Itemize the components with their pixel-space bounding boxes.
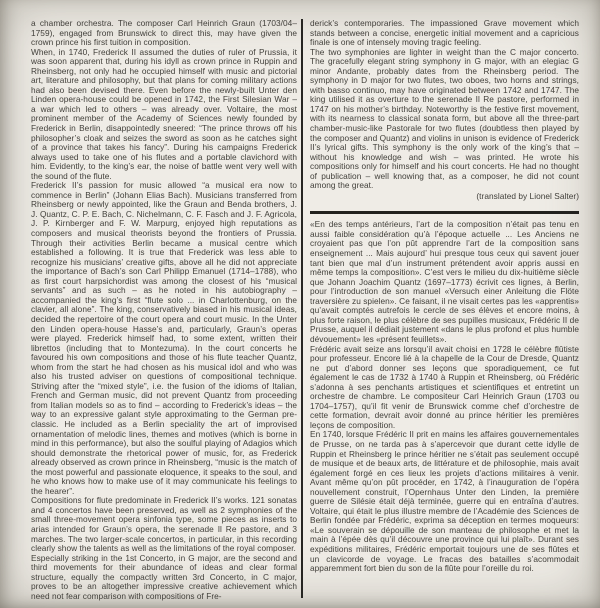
translator-credit: (translated by Lionel Salter) <box>476 190 579 201</box>
right-column <box>306 19 579 598</box>
paragraph: En 1740, lorsque Frédéric II prit en mains les affaires gouvernementales de Prusse, on ne tarda pas à s’apercevoir que durant cette idylle de Ruppin et Rheinsberg le prince héritier ne s’était pas seulement occupé de musique et de beaux arts, de littérature et de philosophie, mais avait également forgé en ces lieux les projets d’actions militaires à venir. Avant même qu’on pût procéder, en 1742, à l’inauguration de l’opéra nouvellement construit, l’Opernhaus Unter den Linden, la première guerre de Silésie était déjà terminée, guerre qui en entraîna d’autres. Voltaire, qui était le plus illustre membre de l’Académie des Sciences de Berlin fondée par Frédéric, exprima sa déception en termes moqueurs: «Le souverain se dépouille de son manteau de philosophe et met la main à l’épée dès qu’il découvre une province qui lui plaît». Durant ses expéditions militaires, Frédéric emportait toujours une de ses flûtes et un clavicorde de voyage. Le fracas des batailles s’acommodait apparemment fort bien du son de la flûte pour l’oreille du roi. <box>310 429 579 574</box>
section-divider-rule <box>310 211 579 214</box>
paragraph: Frédéric avait seize ans lorsqu’il avait choisi en 1728 le célèbre flûtiste pour professeur. Encore lié à la chapelle de la Cour de Dresde, Quantz ne put d’abord donner ses leçons que sporadiquement, ce fut également le cas de 1732 à 1740 à Ruppin et Rheinsberg, où Frédéric s’adonna à ses penchants artistiques et scientifiques et entretint un orchestre de chambre. Le compositeur Carl Heinrich Graun (1703 ou 1704–1757), qu’il fit venir de Brunswick comme chef d’orchestre de cette formation, devrait avoir donné au prince héritier les premières leçons de composition. <box>310 343 579 430</box>
paragraph: The two symphonies are lighter in weight than the C major concerto. The gracefully elegant string symphony in G major, with an elegiac G minor Andante, probably dates from the Rheinsberg period. The symphony in D major for two flutes, two oboes, two horns and strings, with basso continuo, may have originated between 1742 and 1747. The king utilised it as overture to the serenade Il Re pastore, performed in 1747 on his mother’s birthday. Noteworthy is the festive first movement, with its nearness to classical sonata form, but above all the three-part chamber-music-like Pastorale for two flutes (doubtless then played by the composer and Quantz) and violins in unison is evidence of Frederick II’s lyrical gifts. This symphony is the only work of the king’s that – without his knowledge and wish – was printed. He wrote his compositions only for himself and his court concerts. He had no thought of publication – well knowing that, as a composer, he did not count among the great. <box>310 46 579 191</box>
left-column <box>31 18 297 601</box>
paragraph: Frederick II’s passion for music allowed “a musical era now to commence in Berlin” (Johann Elias Bach). Musicians transferred from Rheinsberg or newly appointed, like the Graun and Benda brothers, J. J. Quantz, C. P. E. Bach, C. Nichelmann, C. F. Fasch and J. F. Agricola, J. P. Kirnberger and F. W. Marpurg, enjoyed high reputations as composers and musical theorists beyond the frontiers of Prussia. Through their activities Berlin became a musical centre which established a following. It is true that Frederick was less able to recognize his musicians’ creative gifts, above all he did not appreciate the importance of Bach’s son Carl Philipp Emanuel (1714–1788), who as first court harpsichordist was among the closest of his “musical servants” and as such – as he noted in his autobiography – accompanied the king’s first “flute solo ... in Charlottenburg, on the clavier, all alone”. The king, conservatively biased in his musical ideas, decided the repertoire of the court opera and court music. In the Unter den Linden opera-house Hasse’s and, particularly, Graun’s operas were played. Frederick himself had, to some extent, written their librettos (including that to Montezuma). In the court concerts he favoured his own compositions and those of his flute teacher Quantz, whom from the start he had chosen as his musical idol and who was also his trusted adviser on questions of compositional technique. Striving after the “mixed style”, i.e. the fusion of the idioms of Italian, French and German music, did not prevent Quantz from proceeding from Italian models so as to find – according to Frederick’s ideas – the way to an expressive galant style approximating to the German pre-classic. He included as a Berlin speciality the art of improvised ornamentation of melodic lines, themes and motives (which is borne in mind in this performance), but also the soulful playing of Adagios which should demonstrate the rhetorical power of music, for, as Frederick already observed as crown prince in Rheinsberg, “music is the match of the most powerful and passionate eloquence, it speaks to the soul, and he who knows how to make use of it may communicate his feelings to the hearer”. <box>31 180 297 496</box>
paragraph: When, in 1740, Frederick II assumed the duties of ruler of Prussia, it was soon apparent that, during his idyll as crown prince in Ruppin and Rheinsberg, not only had he occupied himself with music and pictorial art, literature and philosophy, but that plans for coming military actions had also been devised there. Even before the newly-built Unter den Linden opera-house could be opened in 1742, the First Silesian War – a war which led to others – was already over. Voltaire, the most prominent member of the Academy of Sciences newly founded by Frederick in Berlin, disappointedly sneered: “The prince throws off his philosopher’s cloak and seizes the sword as soon as he catches sight of a province that takes his fancy”. During his campaigns Frederick always used to take one of his flutes and a portable clavichord with him. Evidently, to the king’s ear, the noise of battle went very well with the sound of the flute. <box>31 46 297 181</box>
paragraph: derick’s contemporaries. The impassioned Grave movement which stands between a concise, energetic initial movement and a capricious finale is one of intensely moving tragic feeling. <box>310 18 579 48</box>
column-divider-rule <box>301 19 303 598</box>
paragraph: a chamber orchestra. The composer Carl Heinrich Graun (1703/04–1759), engaged from Brunswick to direct this, may have given the crown prince his first tuition in composition. <box>31 18 297 48</box>
paragraph: Compositions for flute predominate in Frederick II’s works. 121 sonatas and 4 concertos have been preserved, as well as 2 symphonies of the small three-movement opera sinfonia type, some pieces as inserts to arias intended for Graun’s opera, the serenade Il Re pastore, and 3 marches. The two larger-scale concertos, in particular, in this recording clearly show the talents as well as the limitations of the royal composer. <box>31 495 297 554</box>
paragraph: «En des temps antérieurs, l’art de la composition n’était pas tenu en aussi faible considération qu’à l’époque actuelle ... Les Anciens ne croyaient pas que l’on pût apprendre l’art de la composition sans enseignement ... Mais aujourd’ hui presque tous ceux qui savent jouer tant bien que mal d’un instrument prétendent avoir appris aussi en même temps la composition». C’est vers le milieu du dix-huitième siècle que Johann Joachim Quantz (1697–1773) écrivit ces lignes, à Berlin, pour l’introduction de son manuel «Versuch einer Anleitung die Flöte traversière zu spielen». Ce faisant, il ne visait certes pas les «apprentis» qu’avait comptés autrefois le cercle de ses élèves et encore moins, à plus forte raison, le plus célèbre de ses pupilles musicaux, Frédéric II de Prusse, auquel il dédiait justement «dans le plus profond et plus humble dévouement» les «présent feuillets». <box>310 219 579 344</box>
paragraph: Especially striking in the 1st Concerto, in G major, are the second and third movements for their abundance of ideas and clear formal structure, equally the compactly written 3rd Concerto, in C major, proves to be an altogether impressive creative achievement which need not fear comparison with compositions of Fre- <box>31 552 297 601</box>
